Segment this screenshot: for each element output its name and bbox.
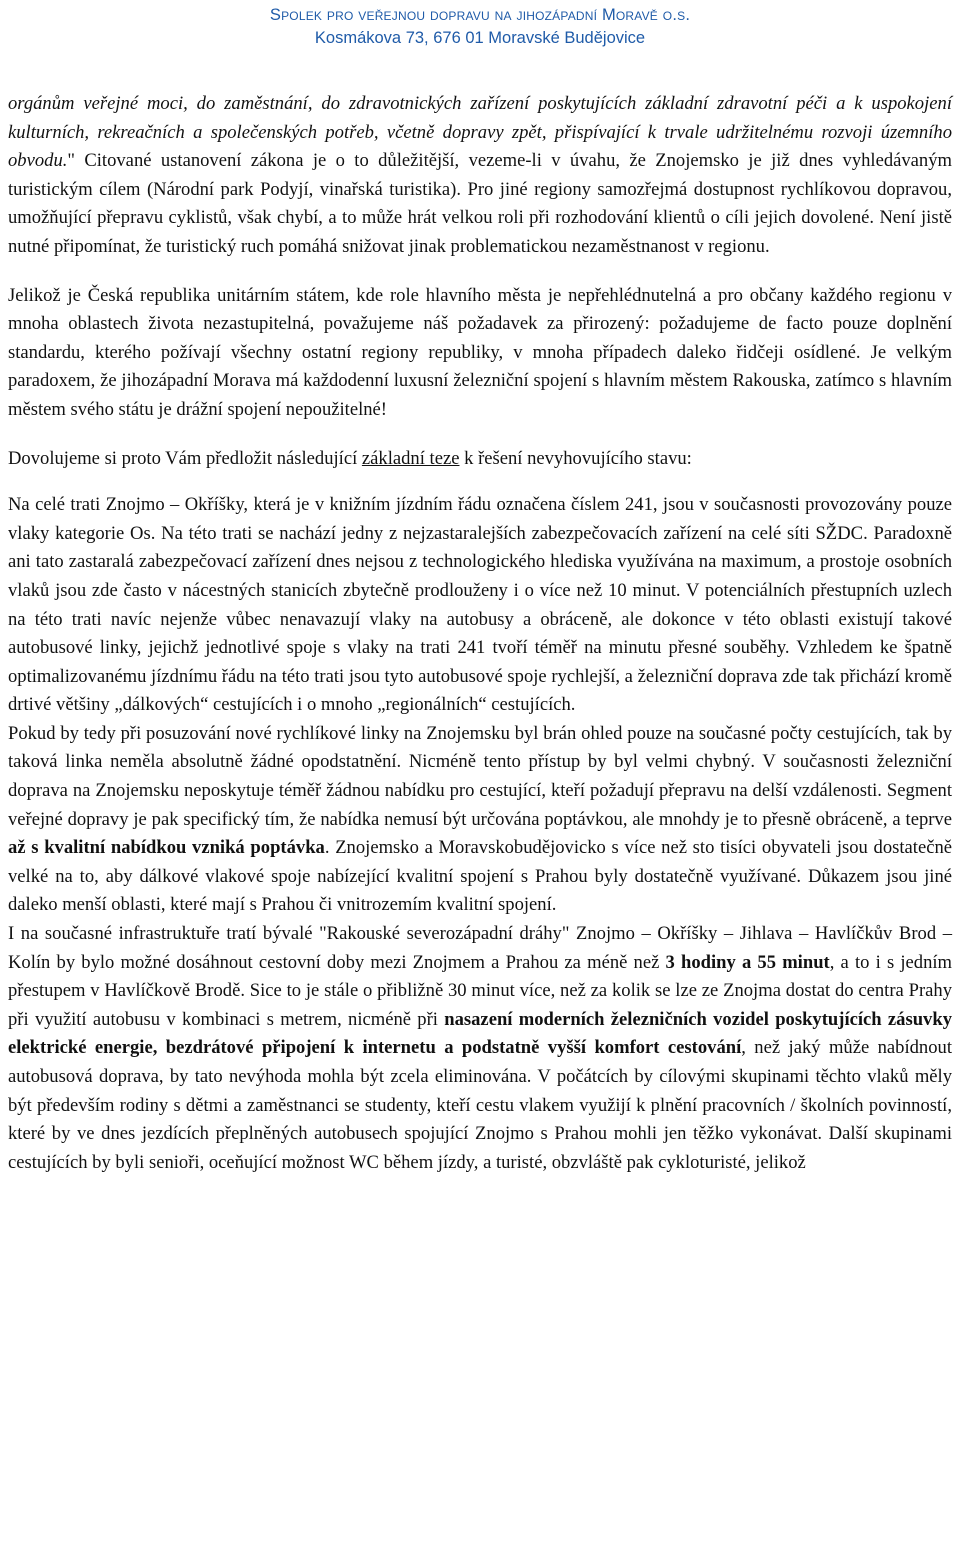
letterhead	[0, 0, 960, 60]
paragraph-2: Jelikož je Česká republika unitárním státem, kde role hlavního města je nepřehlédnutelná a pro občany každého regionu v mnoha oblastech života nezastupitelná, považujeme náš požadavek za přirozený: požadujeme de facto pouze doplnění standardu, kterého požívají všechny ostatní regiony republiky, v mnoha případech daleko řidčeji osídlené. Je velkým paradoxem, že jihozápadní Morava má každodenní luxusní železniční spojení s hlavním městem Rakouska, zatímco s hlavním městem svého státu je drážní spojení nepoužitelné!	[8, 284, 952, 420]
paragraph-3-text-a: Dovolujeme si proto Vám předložit následující	[8, 447, 362, 469]
bold-travel-time: 3 hodiny a 55 minut	[665, 951, 830, 973]
paragraph-6-text-e: , než jaký může nabídnout autobusová doprava, by tato nevýhoda mohla být zcela eliminována. V počátcích by cílovými skupinami těchto vlaků měly být především rodiny s dětmi a zaměstnanci se studenty, kteří cestu vlakem využijí k plnění pracovních / školních povinností, které by ve dnes jezdících přeplněných autobusech spojující Znojmo s Prahou mohli jen těžko vykonávat. Další skupinami cestujících by byli senioři, oceňující možnost WC během jízdy, a turisté, obzvláště pak cykloturisté, jelikož	[8, 1037, 952, 1173]
paragraph-5-text-a: Pokud by tedy při posuzování nové rychlíkové linky na Znojemsku byl brán ohled pouze na současné počty cestujících, tak by taková linka neměla absolutně žádné opodstatnění. Nicméně tento přístup by byl velmi chybný. V současnosti železniční doprava na Znojemsku neposkytuje téměř žádnou nabídku pro cestující, kteří požadují přepravu na delší vzdálenosti. Segment veřejné dopravy je pak specifický tím, že nabídka nemusí být určována poptávkou, ale mnohdy je to přesně obráceně, a teprve	[8, 722, 952, 830]
paragraph-1	[8, 90, 952, 262]
paragraph-3	[8, 445, 952, 474]
paragraph-1-text: " Citované ustanovení zákona je o to důležitější, vezeme-li v úvahu, že Znojemsko je již dnes vyhledávaným turistickým cílem (Národní park Podyjí, vinařská turistika). Pro jiné regiony samozřejmá dostupnost rychlíkovou dopravou, umožňující přepravu cyklistů, však chybí, a to může hrát velkou roli při rozhodování klientů o cíli jejich dovolené. Není jistě nutné připomínat, že turistický ruch pomáhá snižovat jinak problematickou nezaměstnanost v regionu.	[8, 150, 952, 257]
organization-address: Kosmákova 73, 676 01 Moravské Budějovice	[314, 29, 646, 47]
paragraph-6-text-c: , a to i s jedním přestupem v Havlíčkově Brodě. Sice to je stále o přibližně 30 minut více, než za kolik se lze ze Znojma dostat do centra Prahy při využití autobusu v kombinaci s metrem, nicméně při	[8, 951, 953, 1030]
paragraph-5	[8, 720, 952, 920]
paragraph-5-text-b: . Znojemsko a Moravskobudějovicko s více než sto tisíci obyvateli jsou dostatečně velké na to, aby dálkové vlakové spoje nabízející kvalitní spojení s Prahou byly dostatečně využívané. Důkazem jsou jiné daleko menší oblasti, které mají s Prahou či vnitrozemím kvalitní spojení.	[8, 837, 952, 916]
paragraph-6-text-a: I na současné infrastruktuře tratí bývalé "Rakouské severozápadní dráhy" Znojmo – Okříšky – Jihlava – Havlíčkův Brod – Kolín by bylo možné dosáhnout cestovní doby mezi Znojmem a Prahou za méně než	[8, 923, 952, 973]
underlined-theses: základní teze	[361, 447, 460, 469]
bold-modern-vehicles: nasazení moderních železničních vozidel poskytujících zásuvky elektrické energie, bezdrátové připojení k internetu a podstatně vyšší komfort cestování	[8, 1008, 952, 1059]
paragraph-4: Na celé trati Znojmo – Okříšky, která je v knižním jízdním řádu označena číslem 241, jsou v současnosti provozovány pouze vlaky kategorie Os. Na této trati se nachází jedny z nejzastaralejších zabezpečovacích zařízení na celé síti SŽDC. Paradoxně ani tato zastaralá zabezpečovací zařízení dnes nejsou z technologického hlediska využívána na maximum, a prostoje osobních vlaků jsou zde často v nácestných stanicích zbytečně prodlouženy i o více než 10 minut. V potenciálních přestupních uzlech na této trati navíc nejenže vůbec nenavazují vlaky na autobusy a obráceně, ale dokonce v této oblasti existují takové autobusové linky, jejichž jednotlivé spoje s vlaky na trati 241 tvoří téměř na minutu přesné souběhy. Vzhledem ke špatně optimalizovanému jízdnímu řádu na této trati jsou tyto autobusové spoje rychlejší, a železniční doprava zde tak přichází kromě drtivé většiny „dálkových“ cestujících i o mnoho „regionálních“ cestujících.	[8, 494, 952, 716]
bold-demand-statement: až s kvalitní nabídkou vzniká poptávka	[8, 837, 325, 859]
organization-name: Spolek pro veřejnou dopravu na jihozápadní Moravě o.s.	[269, 6, 691, 24]
paragraph-6	[8, 920, 952, 1177]
quoted-law-text: orgánům veřejné moci, do zaměstnání, do zdravotnických zařízení poskytujících základní zdravotní péči a k uspokojení kulturních, rekreačních a společenských potřeb, včetně dopravy zpět, přispívající k trvale udržitelnému rozvoji územního obvodu.	[8, 93, 952, 172]
document-body	[8, 90, 952, 1177]
paragraph-3-text-b: k řešení nevyhovujícího stavu:	[459, 447, 692, 469]
